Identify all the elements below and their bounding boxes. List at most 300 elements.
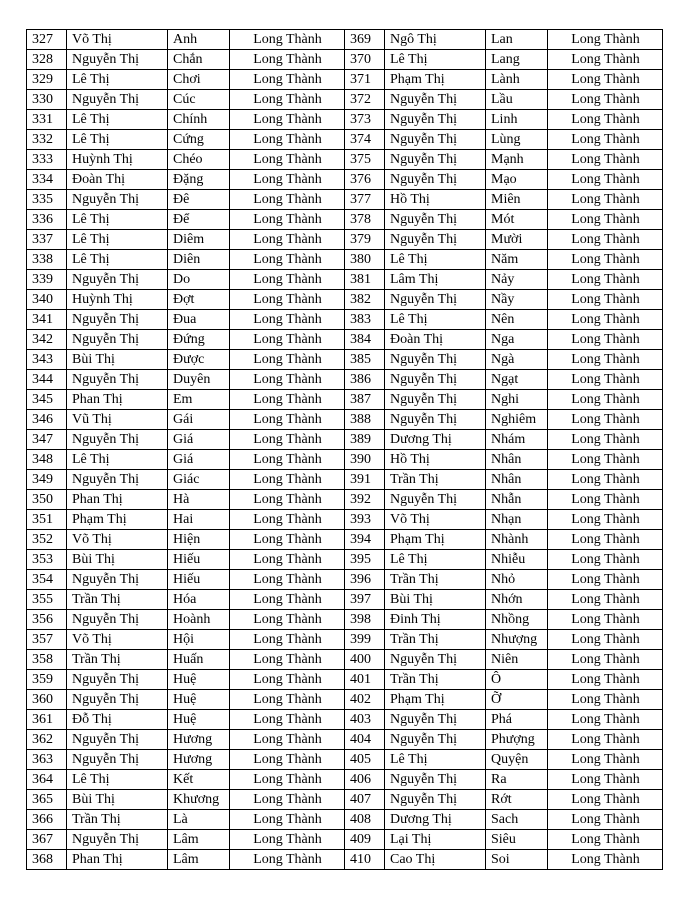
entry-place: Long Thành <box>548 630 663 650</box>
entry-number: 361 <box>27 710 67 730</box>
entry-surname: Nguyễn Thị <box>67 270 168 290</box>
entry-place: Long Thành <box>230 550 345 570</box>
entry-number: 377 <box>345 190 385 210</box>
table-row <box>27 310 663 330</box>
entry-number: 351 <box>27 510 67 530</box>
entry-number: 386 <box>345 370 385 390</box>
table-row <box>27 370 663 390</box>
entry-number: 345 <box>27 390 67 410</box>
entry-given-name: Linh <box>486 110 548 130</box>
entry-number: 330 <box>27 90 67 110</box>
table-row <box>27 610 663 630</box>
entry-number: 407 <box>345 790 385 810</box>
entry-surname: Cao Thị <box>385 850 486 870</box>
entry-surname: Đỗ Thị <box>67 710 168 730</box>
entry-place: Long Thành <box>548 710 663 730</box>
entry-given-name: Nhớn <box>486 590 548 610</box>
entry-given-name: Huệ <box>168 670 230 690</box>
entry-surname: Bùi Thị <box>67 790 168 810</box>
entry-surname: Trần Thị <box>67 650 168 670</box>
entry-place: Long Thành <box>548 370 663 390</box>
table-row <box>27 210 663 230</box>
entry-given-name: Chéo <box>168 150 230 170</box>
entry-given-name: Là <box>168 810 230 830</box>
entry-given-name: Được <box>168 350 230 370</box>
entry-place: Long Thành <box>230 710 345 730</box>
table-row <box>27 710 663 730</box>
entry-place: Long Thành <box>230 530 345 550</box>
entry-surname: Phan Thị <box>67 850 168 870</box>
entry-number: 389 <box>345 430 385 450</box>
table-row <box>27 470 663 490</box>
entry-given-name: Nhiễu <box>486 550 548 570</box>
entry-number: 401 <box>345 670 385 690</box>
entry-place: Long Thành <box>548 730 663 750</box>
entry-surname: Nguyễn Thị <box>67 430 168 450</box>
entry-place: Long Thành <box>548 690 663 710</box>
entry-given-name: Hai <box>168 510 230 530</box>
entry-number: 408 <box>345 810 385 830</box>
entry-number: 372 <box>345 90 385 110</box>
entry-place: Long Thành <box>548 230 663 250</box>
entry-surname: Nguyễn Thị <box>385 650 486 670</box>
entry-surname: Nguyễn Thị <box>67 570 168 590</box>
entry-given-name: Soi <box>486 850 548 870</box>
entry-given-name: Đua <box>168 310 230 330</box>
entry-given-name: Hà <box>168 490 230 510</box>
entry-given-name: Nhân <box>486 450 548 470</box>
entry-number: 362 <box>27 730 67 750</box>
entry-given-name: Kết <box>168 770 230 790</box>
entry-surname: Phạm Thị <box>67 510 168 530</box>
entry-number: 378 <box>345 210 385 230</box>
entry-given-name: Hiện <box>168 530 230 550</box>
entry-surname: Hồ Thị <box>385 190 486 210</box>
entry-surname: Nguyễn Thị <box>67 50 168 70</box>
entry-surname: Phạm Thị <box>385 690 486 710</box>
entry-surname: Lê Thị <box>67 110 168 130</box>
entry-surname: Nguyễn Thị <box>67 750 168 770</box>
entry-number: 348 <box>27 450 67 470</box>
entry-place: Long Thành <box>230 390 345 410</box>
entry-surname: Lê Thị <box>385 50 486 70</box>
entry-given-name: Chính <box>168 110 230 130</box>
entry-place: Long Thành <box>230 570 345 590</box>
entry-place: Long Thành <box>230 70 345 90</box>
table-row <box>27 510 663 530</box>
entry-given-name: Mạo <box>486 170 548 190</box>
table-row <box>27 790 663 810</box>
table-row <box>27 410 663 430</box>
entry-surname: Nguyễn Thị <box>67 830 168 850</box>
entry-surname: Lê Thị <box>67 450 168 470</box>
entry-surname: Võ Thị <box>67 630 168 650</box>
entry-given-name: Ngà <box>486 350 548 370</box>
entry-surname: Bùi Thị <box>67 350 168 370</box>
entry-place: Long Thành <box>548 410 663 430</box>
entry-number: 403 <box>345 710 385 730</box>
entry-place: Long Thành <box>230 610 345 630</box>
entry-given-name: Hương <box>168 750 230 770</box>
entry-surname: Lê Thị <box>385 550 486 570</box>
entry-place: Long Thành <box>230 110 345 130</box>
entry-surname: Nguyễn Thị <box>67 730 168 750</box>
entry-place: Long Thành <box>230 430 345 450</box>
table-row <box>27 550 663 570</box>
entry-given-name: Lâm <box>168 830 230 850</box>
entry-place: Long Thành <box>548 170 663 190</box>
entry-number: 370 <box>345 50 385 70</box>
entry-surname: Đinh Thị <box>385 610 486 630</box>
table-row <box>27 290 663 310</box>
entry-place: Long Thành <box>548 30 663 50</box>
entry-surname: Nguyễn Thị <box>385 130 486 150</box>
entry-surname: Nguyễn Thị <box>385 710 486 730</box>
entry-number: 404 <box>345 730 385 750</box>
entry-number: 380 <box>345 250 385 270</box>
entry-surname: Trần Thị <box>385 470 486 490</box>
table-row <box>27 270 663 290</box>
entry-surname: Nguyễn Thị <box>385 210 486 230</box>
entry-place: Long Thành <box>230 670 345 690</box>
entry-given-name: Ô <box>486 670 548 690</box>
entry-number: 354 <box>27 570 67 590</box>
entry-place: Long Thành <box>548 670 663 690</box>
entry-place: Long Thành <box>548 570 663 590</box>
entry-number: 331 <box>27 110 67 130</box>
entry-number: 343 <box>27 350 67 370</box>
entry-given-name: Nhẫn <box>486 490 548 510</box>
entry-given-name: Khương <box>168 790 230 810</box>
entry-surname: Vũ Thị <box>67 410 168 430</box>
entry-given-name: Đứng <box>168 330 230 350</box>
entry-given-name: Nghi <box>486 390 548 410</box>
entry-surname: Phạm Thị <box>385 70 486 90</box>
entry-surname: Nguyễn Thị <box>385 390 486 410</box>
entry-number: 384 <box>345 330 385 350</box>
entry-given-name: Phá <box>486 710 548 730</box>
entry-surname: Đoàn Thị <box>385 330 486 350</box>
entry-given-name: Nhám <box>486 430 548 450</box>
entry-given-name: Miên <box>486 190 548 210</box>
table-row <box>27 850 663 870</box>
entry-place: Long Thành <box>548 150 663 170</box>
entry-surname: Lê Thị <box>67 70 168 90</box>
entry-place: Long Thành <box>548 390 663 410</box>
entry-surname: Nguyễn Thị <box>67 670 168 690</box>
entry-place: Long Thành <box>548 770 663 790</box>
table-row <box>27 630 663 650</box>
entry-given-name: Lùng <box>486 130 548 150</box>
entry-surname: Lê Thị <box>385 310 486 330</box>
entry-surname: Lê Thị <box>67 250 168 270</box>
entry-place: Long Thành <box>230 630 345 650</box>
entry-place: Long Thành <box>548 830 663 850</box>
entry-given-name: Diêm <box>168 230 230 250</box>
entry-number: 382 <box>345 290 385 310</box>
entry-number: 338 <box>27 250 67 270</box>
entry-number: 336 <box>27 210 67 230</box>
entry-place: Long Thành <box>230 170 345 190</box>
entry-number: 371 <box>345 70 385 90</box>
entry-given-name: Cúc <box>168 90 230 110</box>
entry-given-name: Đê <box>168 190 230 210</box>
entry-given-name: Lành <box>486 70 548 90</box>
entry-number: 379 <box>345 230 385 250</box>
entry-place: Long Thành <box>230 150 345 170</box>
entry-given-name: Nhân <box>486 470 548 490</box>
entry-number: 375 <box>345 150 385 170</box>
table-row <box>27 130 663 150</box>
entry-place: Long Thành <box>548 750 663 770</box>
entry-given-name: Nhượng <box>486 630 548 650</box>
table-row <box>27 590 663 610</box>
table-row <box>27 50 663 70</box>
entry-number: 353 <box>27 550 67 570</box>
entry-given-name: Phượng <box>486 730 548 750</box>
entry-surname: Võ Thị <box>67 530 168 550</box>
entry-place: Long Thành <box>230 510 345 530</box>
entry-place: Long Thành <box>548 550 663 570</box>
entry-given-name: Nên <box>486 310 548 330</box>
entry-surname: Trần Thị <box>67 810 168 830</box>
entry-surname: Hồ Thị <box>385 450 486 470</box>
entry-number: 328 <box>27 50 67 70</box>
entry-surname: Nguyễn Thị <box>385 290 486 310</box>
entry-number: 397 <box>345 590 385 610</box>
entry-surname: Nguyễn Thị <box>385 170 486 190</box>
entry-given-name: Lan <box>486 30 548 50</box>
entry-place: Long Thành <box>230 190 345 210</box>
entry-number: 410 <box>345 850 385 870</box>
entry-place: Long Thành <box>548 610 663 630</box>
entry-given-name: Nhỏ <box>486 570 548 590</box>
entry-surname: Nguyễn Thị <box>385 230 486 250</box>
table-row <box>27 250 663 270</box>
entry-given-name: Nhạn <box>486 510 548 530</box>
entry-number: 406 <box>345 770 385 790</box>
entry-surname: Nguyễn Thị <box>67 330 168 350</box>
entry-surname: Nguyễn Thị <box>385 490 486 510</box>
entry-given-name: Giác <box>168 470 230 490</box>
entry-number: 346 <box>27 410 67 430</box>
entry-given-name: Niên <box>486 650 548 670</box>
entry-number: 339 <box>27 270 67 290</box>
entry-surname: Nguyễn Thị <box>67 90 168 110</box>
entry-surname: Phan Thị <box>67 490 168 510</box>
entry-surname: Võ Thị <box>67 30 168 50</box>
entry-given-name: Hóa <box>168 590 230 610</box>
table-row <box>27 670 663 690</box>
entry-surname: Nguyễn Thị <box>385 770 486 790</box>
entry-place: Long Thành <box>230 370 345 390</box>
table-row <box>27 170 663 190</box>
entry-surname: Nguyễn Thị <box>385 350 486 370</box>
entry-surname: Nguyễn Thị <box>385 150 486 170</box>
entry-place: Long Thành <box>548 190 663 210</box>
entry-number: 355 <box>27 590 67 610</box>
entry-number: 376 <box>345 170 385 190</box>
entry-place: Long Thành <box>548 70 663 90</box>
entry-number: 360 <box>27 690 67 710</box>
entry-given-name: Để <box>168 210 230 230</box>
entry-place: Long Thành <box>230 770 345 790</box>
entry-place: Long Thành <box>548 330 663 350</box>
entry-place: Long Thành <box>230 490 345 510</box>
entry-surname: Nguyễn Thị <box>385 790 486 810</box>
entry-given-name: Anh <box>168 30 230 50</box>
entry-surname: Nguyễn Thị <box>67 690 168 710</box>
table-row <box>27 350 663 370</box>
entry-place: Long Thành <box>230 730 345 750</box>
entry-number: 366 <box>27 810 67 830</box>
entry-number: 359 <box>27 670 67 690</box>
table-row <box>27 570 663 590</box>
entry-number: 390 <box>345 450 385 470</box>
entry-surname: Nguyễn Thị <box>67 190 168 210</box>
entry-number: 358 <box>27 650 67 670</box>
entry-surname: Lê Thị <box>67 210 168 230</box>
entry-given-name: Ra <box>486 770 548 790</box>
entry-number: 374 <box>345 130 385 150</box>
table-row <box>27 190 663 210</box>
entry-given-name: Ngạt <box>486 370 548 390</box>
entry-number: 363 <box>27 750 67 770</box>
entry-place: Long Thành <box>230 50 345 70</box>
entry-place: Long Thành <box>548 490 663 510</box>
entry-number: 400 <box>345 650 385 670</box>
entry-place: Long Thành <box>230 330 345 350</box>
entry-surname: Ngô Thị <box>385 30 486 50</box>
entry-number: 365 <box>27 790 67 810</box>
table-row <box>27 530 663 550</box>
entry-given-name: Chắn <box>168 50 230 70</box>
entry-given-name: Đợt <box>168 290 230 310</box>
entry-given-name: Mạnh <box>486 150 548 170</box>
entry-number: 398 <box>345 610 385 630</box>
entry-place: Long Thành <box>548 430 663 450</box>
entry-place: Long Thành <box>230 650 345 670</box>
entry-place: Long Thành <box>230 30 345 50</box>
entry-place: Long Thành <box>230 850 345 870</box>
entry-given-name: Huệ <box>168 710 230 730</box>
entry-place: Long Thành <box>548 130 663 150</box>
entry-place: Long Thành <box>230 810 345 830</box>
entry-surname: Nguyễn Thị <box>67 370 168 390</box>
entry-place: Long Thành <box>548 270 663 290</box>
entry-given-name: Mót <box>486 210 548 230</box>
entry-place: Long Thành <box>548 650 663 670</box>
entry-surname: Bùi Thị <box>67 550 168 570</box>
entry-number: 409 <box>345 830 385 850</box>
entry-place: Long Thành <box>548 310 663 330</box>
entry-given-name: Mười <box>486 230 548 250</box>
entry-given-name: Đặng <box>168 170 230 190</box>
entry-number: 368 <box>27 850 67 870</box>
entry-given-name: Nầy <box>486 290 548 310</box>
entry-number: 337 <box>27 230 67 250</box>
entry-surname: Nguyễn Thị <box>385 730 486 750</box>
entry-place: Long Thành <box>230 590 345 610</box>
entry-surname: Nguyễn Thị <box>385 110 486 130</box>
table-row <box>27 230 663 250</box>
entry-surname: Nguyễn Thị <box>67 610 168 630</box>
entry-given-name: Hiếu <box>168 570 230 590</box>
entry-place: Long Thành <box>548 210 663 230</box>
entry-number: 387 <box>345 390 385 410</box>
entry-place: Long Thành <box>230 790 345 810</box>
table-row <box>27 690 663 710</box>
entry-given-name: Nhồng <box>486 610 548 630</box>
entry-number: 385 <box>345 350 385 370</box>
entry-surname: Trần Thị <box>67 590 168 610</box>
entry-number: 381 <box>345 270 385 290</box>
entry-given-name: Duyên <box>168 370 230 390</box>
entry-given-name: Ỡ <box>486 690 548 710</box>
entry-place: Long Thành <box>230 250 345 270</box>
entry-given-name: Lầu <box>486 90 548 110</box>
entry-number: 392 <box>345 490 385 510</box>
entry-surname: Lê Thị <box>67 130 168 150</box>
entry-surname: Phạm Thị <box>385 530 486 550</box>
entry-place: Long Thành <box>548 790 663 810</box>
table-row <box>27 650 663 670</box>
entry-number: 402 <box>345 690 385 710</box>
entry-number: 395 <box>345 550 385 570</box>
entry-given-name: Hoành <box>168 610 230 630</box>
table-row <box>27 30 663 50</box>
entry-surname: Nguyễn Thị <box>67 470 168 490</box>
entry-given-name: Giá <box>168 450 230 470</box>
entry-number: 356 <box>27 610 67 630</box>
entry-surname: Dương Thị <box>385 430 486 450</box>
entry-number: 388 <box>345 410 385 430</box>
entry-number: 369 <box>345 30 385 50</box>
table-row <box>27 70 663 90</box>
entry-number: 394 <box>345 530 385 550</box>
entry-surname: Phan Thị <box>67 390 168 410</box>
entry-place: Long Thành <box>548 590 663 610</box>
entry-given-name: Diên <box>168 250 230 270</box>
entry-given-name: Nghiêm <box>486 410 548 430</box>
entry-given-name: Hiếu <box>168 550 230 570</box>
entry-surname: Trần Thị <box>385 570 486 590</box>
entry-given-name: Rớt <box>486 790 548 810</box>
entry-place: Long Thành <box>548 350 663 370</box>
entry-number: 399 <box>345 630 385 650</box>
entry-surname: Lại Thị <box>385 830 486 850</box>
entry-number: 364 <box>27 770 67 790</box>
entry-number: 344 <box>27 370 67 390</box>
entry-surname: Lê Thị <box>385 750 486 770</box>
entry-number: 347 <box>27 430 67 450</box>
roster-body <box>27 30 663 870</box>
entry-surname: Trần Thị <box>385 670 486 690</box>
entry-number: 383 <box>345 310 385 330</box>
entry-surname: Đoàn Thị <box>67 170 168 190</box>
entry-place: Long Thành <box>230 750 345 770</box>
entry-place: Long Thành <box>230 210 345 230</box>
entry-given-name: Em <box>168 390 230 410</box>
entry-given-name: Lang <box>486 50 548 70</box>
entry-place: Long Thành <box>230 410 345 430</box>
entry-given-name: Gái <box>168 410 230 430</box>
entry-place: Long Thành <box>230 470 345 490</box>
table-row <box>27 830 663 850</box>
entry-place: Long Thành <box>230 690 345 710</box>
entry-place: Long Thành <box>548 50 663 70</box>
entry-number: 332 <box>27 130 67 150</box>
